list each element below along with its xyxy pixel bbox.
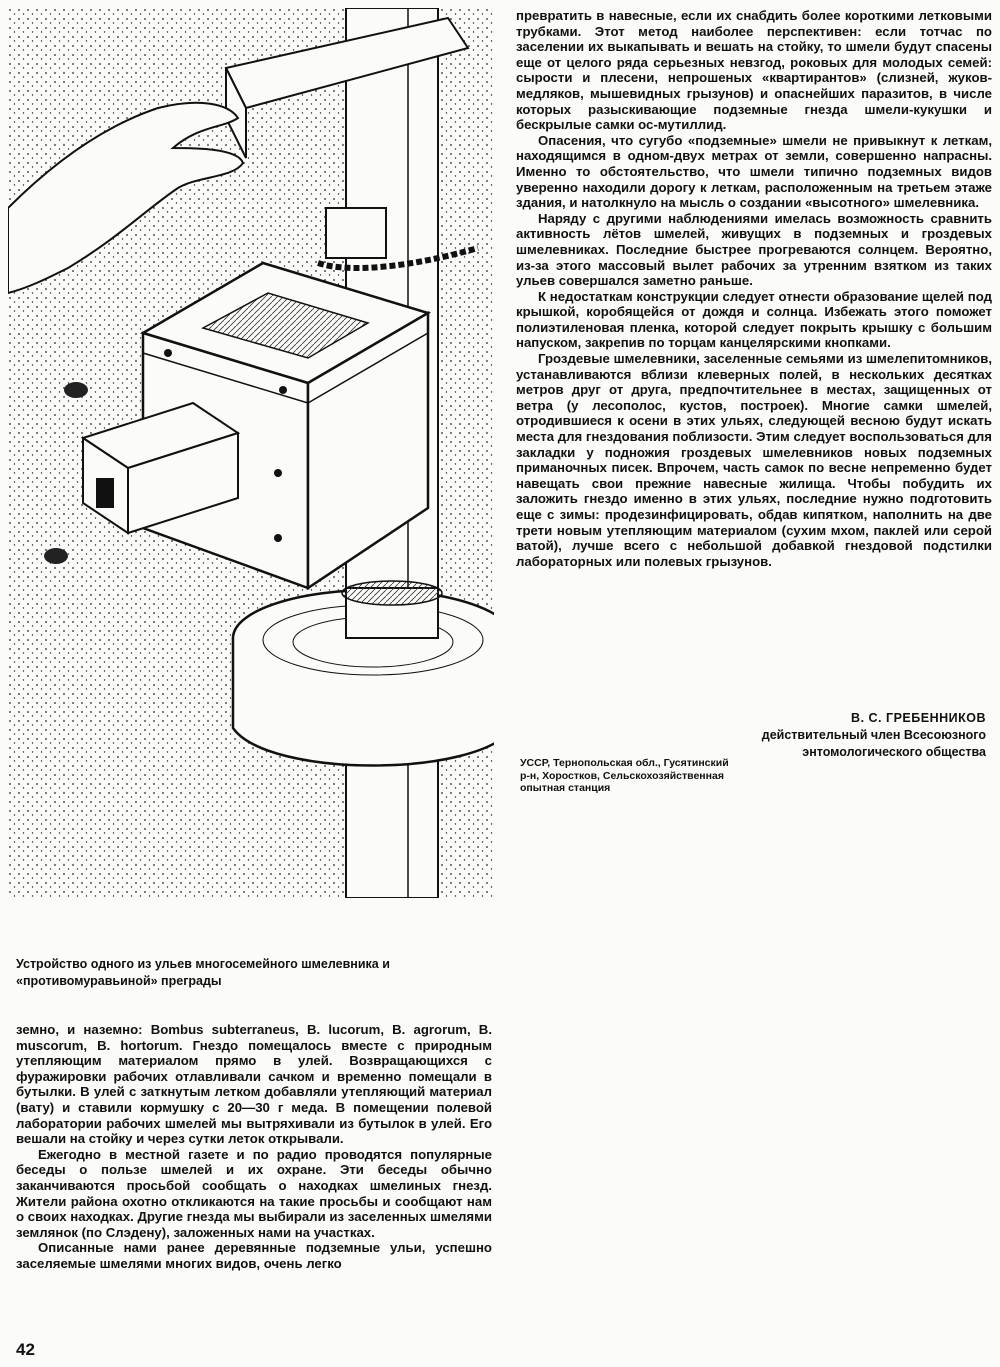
paragraph: Наряду с другими наблюдениями имелась возможность сравнить активность лётов шмелей, живущих в подземных и гроздевых шмелевниках. Последние быстрее прогреваются солнцем. Вероятно, из-за этого массовый вылет рабочих за утренним взятком из таких ульев совершался заметно раньше.: [516, 210, 992, 289]
author-title: действительный член Всесоюзного энтомологического общества: [761, 728, 986, 759]
paragraph: Опасения, что сугубо «подземные» шмели не привыкнут к леткам, находящимся в одном-двух метрах от земли, совершенно напрасны. Именно то обстоятельство, что шмели типично подземных видов уверенно находили дорогу к леткам, расположенным на третьем этаже здания, и натолкнуло на мысль о создании «высотного» шмелевника.: [516, 132, 992, 211]
paragraph: Гроздевые шмелевники, заселенные семьями из шмелепитомников, устанавливаются вблизи клеверных полей, в нескольких десятках метров друг от друга, предпочтительнее в местах, защищенных от ветра (у лесополос, кустов, построек). Многие самки шмелей, отродившиеся к осени в этих ульях, следующей весною будут искать места для гнездования поблизости. Этим следует воспользоваться для закладки у подножия гроздевых шмелевников новых подземных приманочных писек. Впрочем, часть самок по весне непременно будет навещать свои прежние навесные жилища. Чтобы побудить их заложить гнездо именно в этих ульях, последние нужно подготовить еще с зимы: продезинфицировать, обдав кипятком, наполнить на две трети новым утепляющим материалом (сухим мхом, паклей или серой ватой), лучше всего с небольшой добавкой гнездовой подстилки лабораторных или полевых грызунов.: [516, 351, 992, 569]
hive-illustration: [8, 8, 494, 898]
bee-1: [64, 382, 88, 398]
right-column: [516, 8, 992, 569]
author-affiliation: УССР, Тернопольская обл., Гусятинский р-н, Хоростков, Сельскохозяйственная опытная станция: [520, 757, 729, 794]
page-number: 42: [16, 1340, 35, 1359]
author-block: [706, 710, 986, 761]
paragraph: земно, и наземно: Bombus subterraneus, B. lucorum, B. agrorum, B. muscorum, B. hortorum. Гнездо помещалось вместе с природным утепляющим материалом прямо в улей. Возвращающихся с фуражировки рабочих отлавливали сачком и временно помещали в бутылки. В улей с заткнутым летком добавляли утепляющий материал (вату) и ставили кормушку с 20—30 г меда. В помещении полевой лаборатории рабочих шмелей мы вытряхивали из бутылок в улей. Его вешали на стойку и через сутки леток открывали.: [16, 1022, 492, 1147]
entrance-hole: [96, 478, 114, 508]
paragraph: Описанные нами ранее деревянные подземные ульи, успешно заселяемые шмелями многих видов, очень легко: [16, 1240, 492, 1271]
paragraph: Ежегодно в местной газете и по радио проводятся популярные беседы о пользе шмелей и их охране. Эти беседы обычно заканчиваются просьбой сообщать о находках шмелиных гнезд. Жители района охотно откликаются на такие просьбы и сообщают нам о своих находках. Другие гнезда мы выбирали из заселенных шмелями землянок (по Слэдену), заложенных нами на участках.: [16, 1146, 492, 1240]
bottom-column: [16, 1022, 492, 1272]
paragraph: превратить в навесные, если их снабдить более короткими летковыми трубками. Этот метод наиболее перспективен: если тотчас по заселении их выкапывать и вешать на стойку, то шмели будут спасены еще от целого ряда серьезных невзгод, роковых для молодых семей: сырости и плесени, непрошеных «квартирантов» (слизней, жуков-медляков, мышевидных грызунов) и опаснейших паразитов, в числе которых разыскивающие подземные гнезда шмели-кукушки и бескрылые самки ос-мутиллид.: [516, 8, 992, 133]
small-feeder: [326, 208, 386, 258]
paragraph: К недостаткам конструкции следует отнести образование щелей под крышкой, коробящейся от дождя и солнца. Избежать этого поможет полиэтиленовая пленка, которой следует покрыть крышку с большим напуском, закрепив по торцам канцелярскими кнопками.: [516, 288, 992, 351]
figure-caption: Устройство одного из ульев многосемейного шмелевника и «противомуравьиной» преграды: [16, 957, 390, 988]
hive-drawing: [8, 8, 494, 898]
author-name: В. С. ГРЕБЕННИКОВ: [851, 711, 986, 725]
bee-2: [44, 548, 68, 564]
